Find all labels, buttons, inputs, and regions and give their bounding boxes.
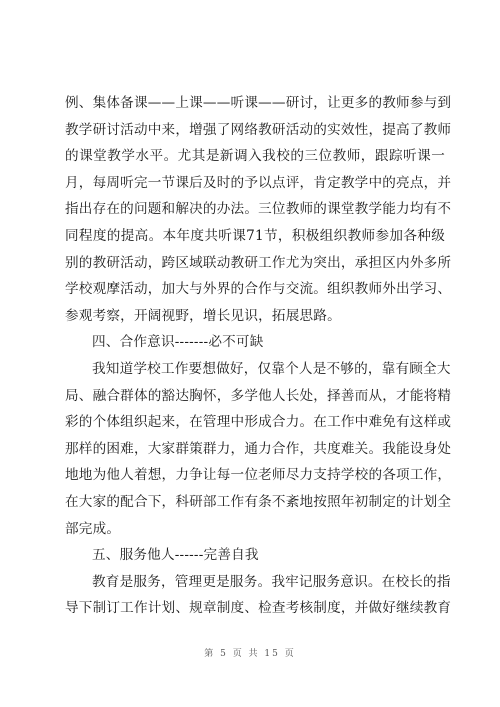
text-line-11: 我知道学校工作要想做好，仅靠个人是不够的，靠有顾全大	[92, 360, 451, 377]
text-line-14: 那样的困难，大家群策群力，通力合作，共度难关。我能设身处	[65, 440, 452, 457]
text-line-6: 同程度的提高。本年度共听课71节，积极组织教师参加各种级	[65, 227, 445, 244]
text-line-15: 地地为他人着想，力争让每一位老师尽力支持学校的各项工作，	[65, 467, 452, 484]
text-line-7: 别的教研活动，跨区域联动教研工作尤为突出，承担区内外多所	[65, 254, 452, 271]
section-heading-5: 五、服务他人------完善自我	[92, 547, 259, 564]
text-line-13: 彩的个体组织起来，在管理中形成合力。在工作中难免有这样或	[65, 414, 452, 431]
text-line-2: 教学研讨活动中来，增强了网络教研活动的实效性，提高了教师	[65, 121, 452, 138]
text-line-8: 学校观摩活动，加大与外界的合作与交流。组织教师外出学习、	[65, 281, 452, 298]
text-line-1: 例、集体备课——上课——听课——研讨，让更多的教师参与到	[65, 95, 452, 111]
text-line-12: 局、融合群体的豁达胸怀，多学他人长处，择善而从，才能将精	[65, 387, 452, 404]
text-line-17: 部完成。	[65, 520, 121, 537]
text-line-5: 指出存在的问题和解决的办法。三位教师的课堂教学能力均有不	[65, 201, 452, 218]
page-footer: 第 5 页 共 15 页	[204, 649, 296, 659]
text-line-3: 的课堂教学水平。尤其是新调入我校的三位教师，跟踪听课一	[65, 148, 445, 165]
body-text	[65, 90, 452, 622]
text-line-19: 教育是服务，管理更是服务。我牢记服务意识。在校长的指	[92, 573, 451, 590]
text-line-4: 月，每周听完一节课后及时的予以点评，肯定教学中的亮点，并	[65, 174, 452, 191]
text-line-20: 导下制订工作计划、规章制度、检查考核制度，并做好继续教育	[65, 600, 452, 617]
text-line-9: 参观考察，开阔视野，增长见识，拓展思路。	[65, 307, 341, 324]
section-heading-4: 四、合作意识-------必不可缺	[92, 334, 264, 351]
text-line-16: 在大家的配合下，科研部工作有条不紊地按照年初制定的计划全	[65, 493, 452, 510]
